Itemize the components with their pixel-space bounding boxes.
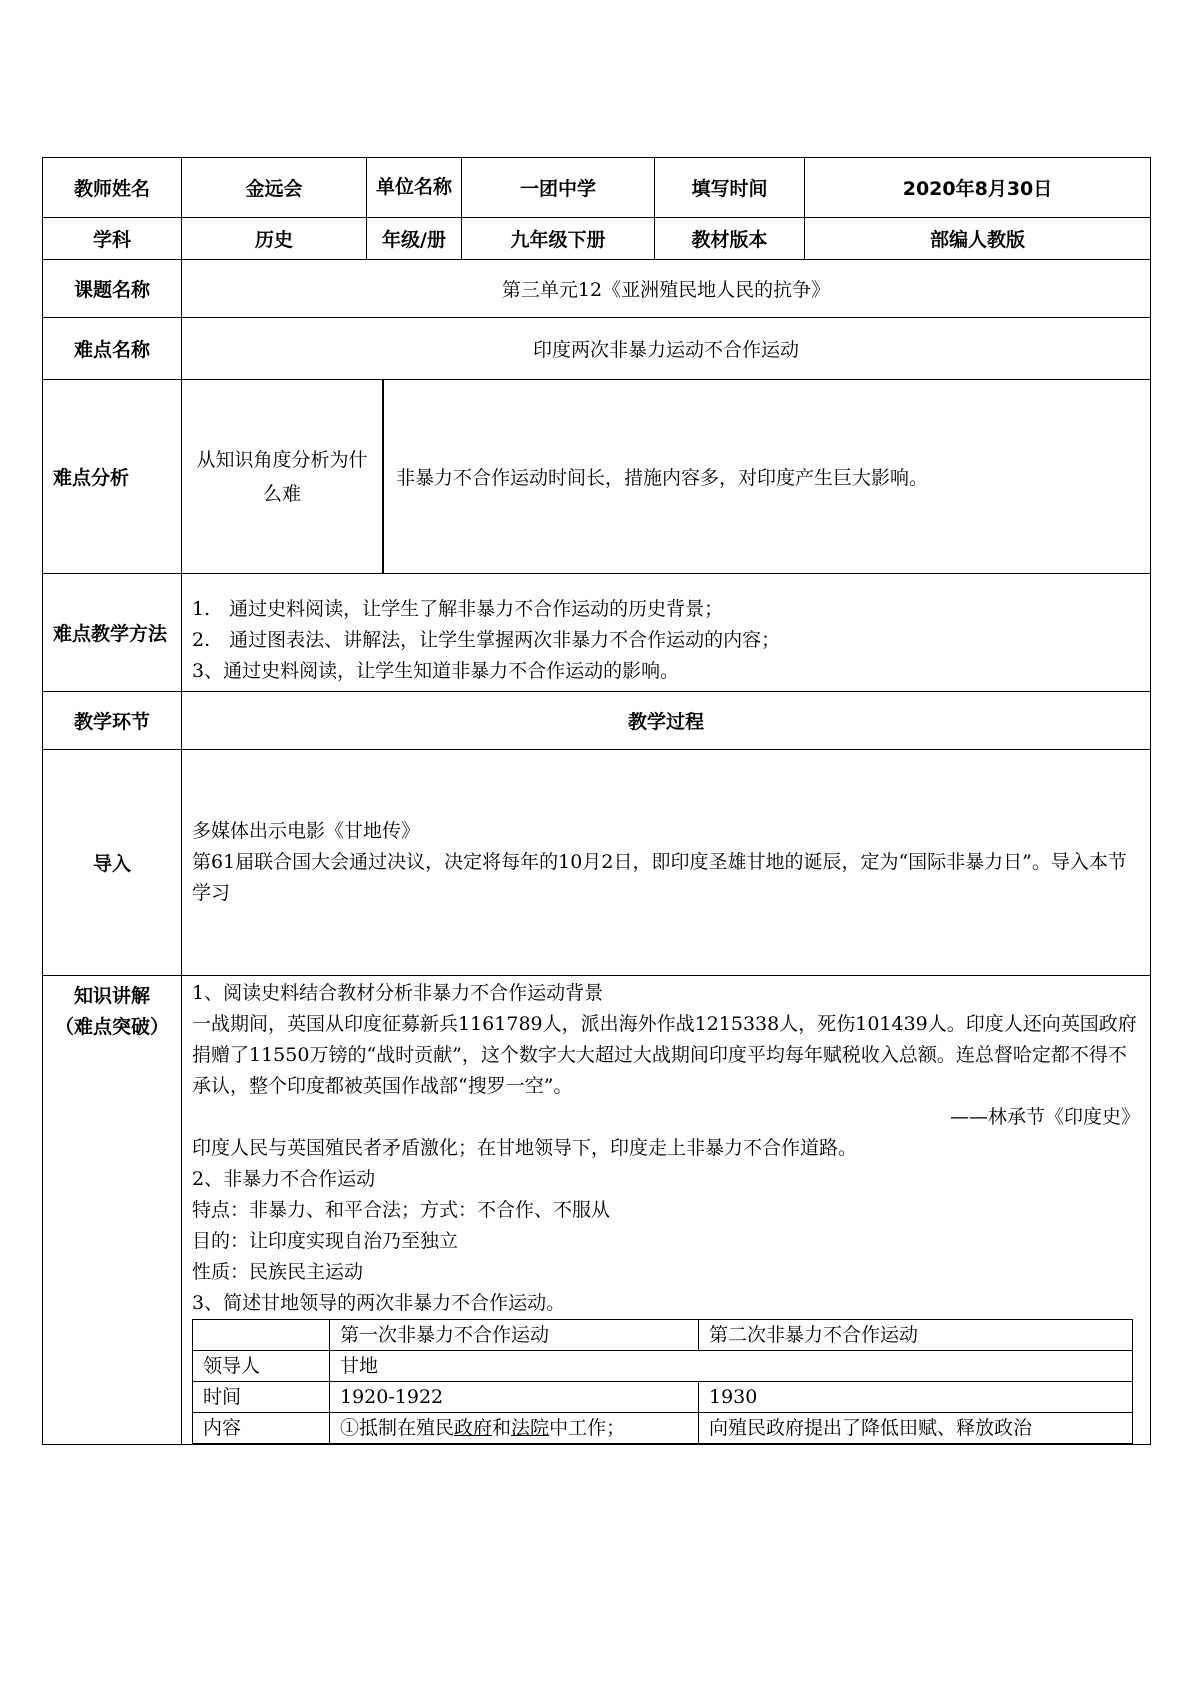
lesson-plan-page [42,157,1150,1445]
content-first-court: 法院 [511,1417,550,1439]
lesson-plan-table [42,157,1151,1445]
nature-line: 性质：民族民主运动 [192,1261,364,1283]
subject-value: 历史 [182,218,367,260]
method-item: 1. 通过史料阅读，让学生了解非暴力不合作运动的历史背景； [192,598,724,620]
time-first: 1920-1922 [330,1382,699,1413]
movements-header-row [193,1320,1133,1351]
intro-line: 多媒体出示电影《甘地传》 [192,820,421,842]
knowledge-text [182,978,1150,1319]
grade-label: 年级/册 [367,218,462,260]
leader-value: 甘地 [330,1351,1133,1382]
section3-title: 3、简述甘地领导的两次非暴力不合作运动。 [192,1292,566,1314]
method-item: 3、通过史料阅读，让学生知道非暴力不合作运动的影响。 [192,660,680,682]
content-first-prefix: ①抵制在殖民 [340,1417,455,1439]
time-row [193,1382,1133,1413]
difficulty-label: 难点名称 [43,318,182,380]
content-label: 内容 [193,1413,330,1444]
knowledge-label-line2: （难点突破） [54,1016,169,1038]
content-second: 向殖民政府提出了降低田赋、释放政治 [699,1413,1133,1444]
knowledge-label-line1: 知识讲解 [73,985,150,1007]
intro-line: 第61届联合国大会通过决议，决定将每年的10月2日，即印度圣雄甘地的诞辰，定为“国际非暴力日”。导入本节学习 [192,851,1127,904]
analysis-label: 难点分析 [43,380,182,574]
topic-value: 第三单元12《亚洲殖民地人民的抗争》 [182,260,1151,318]
content-first [330,1413,699,1444]
empty-header-cell [193,1320,330,1351]
content-first-government: 政府 [454,1417,493,1439]
method-item: 2. 通过图表法、讲解法，让学生掌握两次非暴力不合作运动的内容； [192,629,781,651]
header-row-1 [43,158,1151,218]
knowledge-row [43,976,1151,1445]
content-first-and: 和 [492,1417,512,1439]
analysis-sub-label: 从知识角度分析为什么难 [182,380,384,573]
difficulty-row [43,318,1151,380]
knowledge-label [43,976,182,1445]
leader-row [193,1351,1133,1382]
teacher-label: 教师姓名 [43,158,182,218]
topic-row [43,260,1151,318]
process-value: 教学过程 [182,692,1151,750]
conclusion: 印度人民与英国殖民者矛盾激化；在甘地领导下，印度走上非暴力不合作道路。 [192,1137,858,1159]
time-second: 1930 [699,1382,1133,1413]
analysis-row [43,380,1151,574]
feature-line: 特点：非暴力、和平合法；方式：不合作、不服从 [192,1199,611,1221]
methods-row [43,574,1151,692]
intro-row [43,750,1151,976]
methods-label: 难点教学方法 [43,574,182,692]
grade-value: 九年级下册 [462,218,655,260]
analysis-cell [182,380,1151,574]
unit-label: 单位名称 [367,158,462,218]
leader-label: 领导人 [193,1351,330,1382]
date-value: 2020年8月30日 [805,158,1151,218]
methods-list [182,574,1151,692]
second-movement-header: 第二次非暴力不合作运动 [699,1320,1133,1351]
header-row-2 [43,218,1151,260]
teacher-value: 金远会 [182,158,367,218]
difficulty-value: 印度两次非暴力运动不合作运动 [182,318,1151,380]
analysis-value: 非暴力不合作运动时间长，措施内容多，对印度产生巨大影响。 [396,467,929,489]
process-header-row [43,692,1151,750]
section2-title: 2、非暴力不合作运动 [192,1168,376,1190]
intro-label: 导入 [43,750,182,976]
time-label: 时间 [193,1382,330,1413]
movements-table [192,1319,1133,1444]
intro-content [182,750,1151,976]
section1-title: 1、阅读史料结合教材分析非暴力不合作运动背景 [192,982,604,1004]
history-quote: 一战期间，英国从印度征募新兵1161789人，派出海外作战1215338人，死伤101439人。印度人还向英国政府捐赠了11550万镑的“战时贡献”，这个数字大大超过大战期间印度平均每年赋税收入总额。连总督哈定都不得不承认，整个印度都被英国作战部“搜罗一空”。 [192,1013,1137,1097]
date-label: 填写时间 [655,158,805,218]
unit-value: 一团中学 [462,158,655,218]
content-first-suffix: 中工作； [549,1417,626,1439]
content-row [193,1413,1133,1444]
purpose-line: 目的：让印度实现自治乃至独立 [192,1230,459,1252]
process-label: 教学环节 [43,692,182,750]
knowledge-content [182,976,1151,1445]
topic-label: 课题名称 [43,260,182,318]
edition-label: 教材版本 [655,218,805,260]
quote-source: ——林承节《印度史》 [949,1106,1140,1128]
edition-value: 部编人教版 [805,218,1151,260]
first-movement-header: 第一次非暴力不合作运动 [330,1320,699,1351]
subject-label: 学科 [43,218,182,260]
